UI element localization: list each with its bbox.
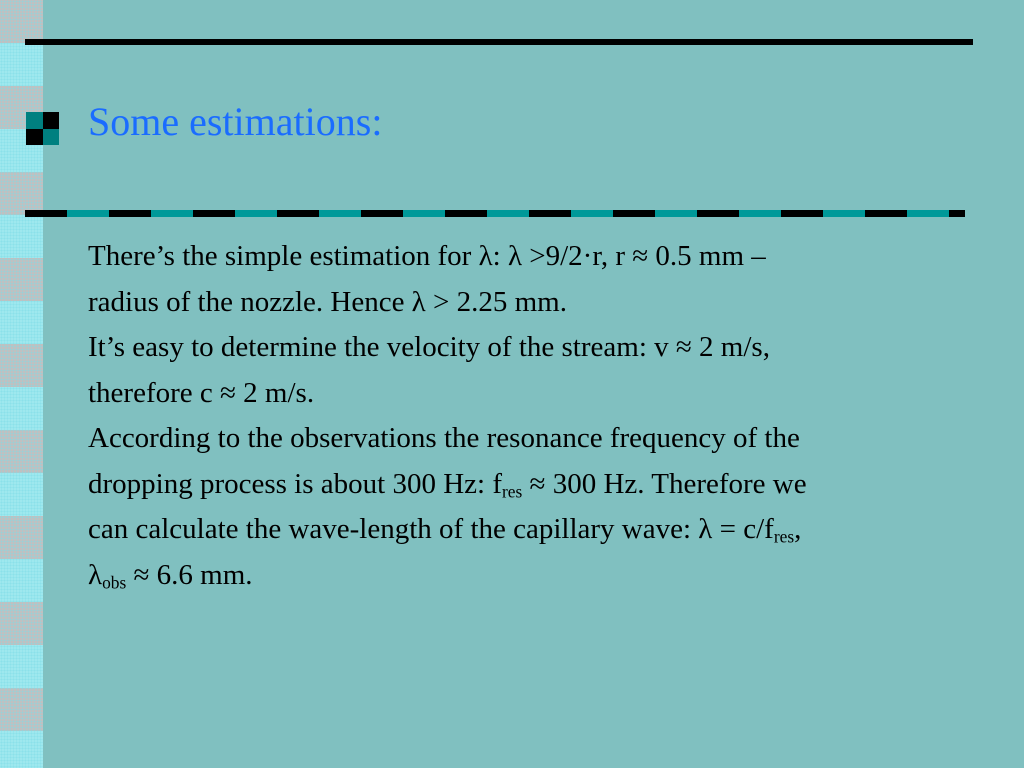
text-line: , [794, 513, 802, 545]
text-line: ≈ 6.6 mm. [126, 558, 253, 591]
text-line: dropping process is about 300 Hz: f [88, 467, 502, 500]
subscript-obs: obs [102, 571, 127, 592]
paragraph-estimation [88, 234, 958, 325]
slide-title: Some estimations: [88, 99, 383, 144]
subscript-res: res [502, 480, 523, 501]
dashed-divider-line [25, 210, 965, 217]
checkered-square-bullet-icon [26, 112, 59, 145]
text-line: can calculate the wave-length of the capillary wave: λ = c/f [88, 513, 774, 545]
slide-body [88, 234, 958, 598]
paragraph-resonance [88, 416, 958, 598]
text-line: It’s easy to determine the velocity of the stream: v ≈ 2 m/s, [88, 331, 770, 363]
text-line: radius of the nozzle. Hence λ > 2.25 mm. [88, 285, 567, 318]
paragraph-velocity [88, 325, 958, 416]
subscript-res: res [773, 526, 795, 547]
lambda-symbol: λ [88, 558, 103, 591]
text-line: According to the observations the resonance frequency of the [88, 422, 800, 454]
text-line: ≈ 300 Hz. Therefore we [522, 467, 807, 500]
text-line: therefore c ≈ 2 m/s. [88, 376, 315, 409]
top-divider-line [25, 39, 973, 45]
text-line: There’s the simple estimation for λ: λ >9/2·r, r ≈ 0.5 mm – [88, 240, 766, 272]
